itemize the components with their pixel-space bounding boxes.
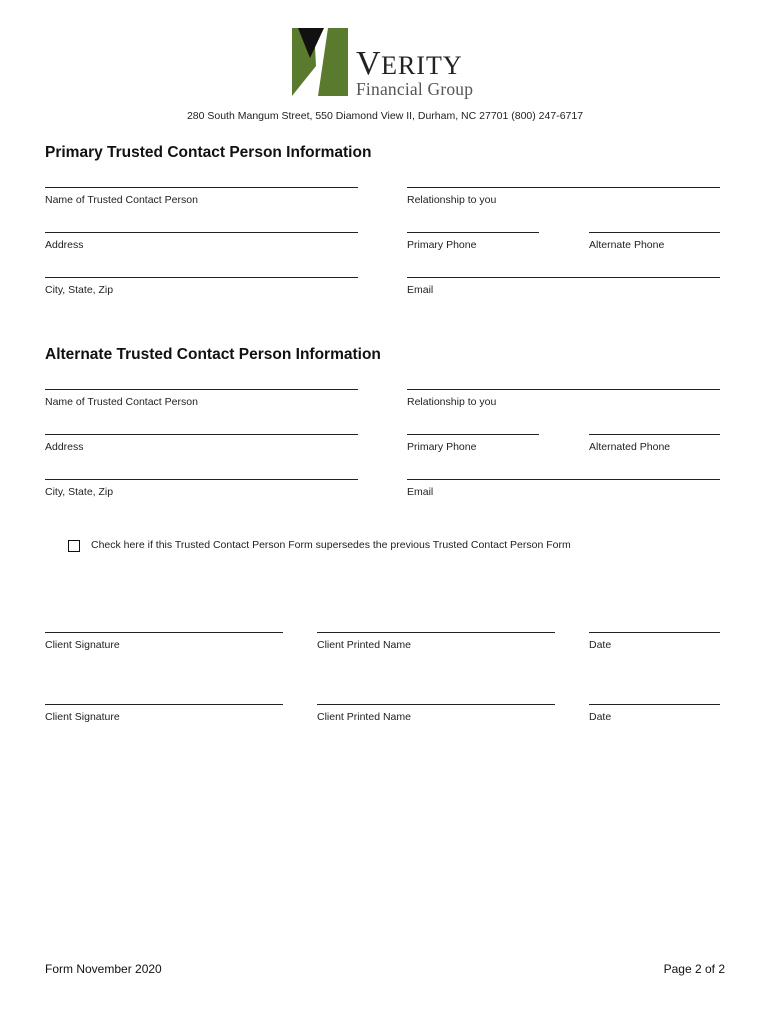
date-label-2: Date xyxy=(589,711,612,723)
company-address: 280 South Mangum Street, 550 Diamond View II, Durham, NC 27701 (800) 247-6717 xyxy=(186,110,584,122)
alternate-address-label: Address xyxy=(45,441,84,453)
alternate-alternate-phone-field[interactable] xyxy=(589,434,720,435)
primary-name-label: Name of Trusted Contact Person xyxy=(45,194,198,206)
supersede-label: Check here if this Trusted Contact Person Form supersedes the previous Trusted Contact Person Form xyxy=(91,539,571,551)
alternate-name-label: Name of Trusted Contact Person xyxy=(45,396,198,408)
client-signature-label: Client Signature xyxy=(45,639,120,651)
primary-email-label: Email xyxy=(407,284,434,296)
client-signature-field-2[interactable] xyxy=(45,704,283,705)
date-field-2[interactable] xyxy=(589,704,720,705)
alternate-section-title: Alternate Trusted Contact Person Information xyxy=(45,346,381,363)
primary-city-field[interactable] xyxy=(45,277,358,278)
primary-email-field[interactable] xyxy=(407,277,720,278)
date-field[interactable] xyxy=(589,632,720,633)
primary-relationship-label: Relationship to you xyxy=(407,194,497,206)
client-printed-name-field[interactable] xyxy=(317,632,555,633)
logo-wordmark xyxy=(356,45,463,83)
client-printed-name-label-2: Client Printed Name xyxy=(317,711,411,723)
alternate-alternate-phone-label: Alternated Phone xyxy=(589,441,671,453)
client-signature-field[interactable] xyxy=(45,632,283,633)
primary-city-label: City, State, Zip xyxy=(45,284,114,296)
logo-initial: V xyxy=(356,45,382,82)
client-signature-label-2: Client Signature xyxy=(45,711,120,723)
client-printed-name-field-2[interactable] xyxy=(317,704,555,705)
alternate-phone-label: Primary Phone xyxy=(407,441,477,453)
supersede-checkbox[interactable] xyxy=(68,540,80,552)
primary-relationship-field[interactable] xyxy=(407,187,720,188)
primary-address-field[interactable] xyxy=(45,232,358,233)
primary-section-title: Primary Trusted Contact Person Information xyxy=(45,144,372,161)
alternate-relationship-label: Relationship to you xyxy=(407,396,497,408)
logo-subtitle: Financial Group xyxy=(356,79,474,99)
alternate-city-label: City, State, Zip xyxy=(45,486,114,498)
alternate-email-field[interactable] xyxy=(407,479,720,480)
primary-phone-field[interactable] xyxy=(407,232,539,233)
logo-word-rest: ERITY xyxy=(381,51,463,80)
alternate-name-field[interactable] xyxy=(45,389,358,390)
primary-name-field[interactable] xyxy=(45,187,358,188)
verity-chevron-icon xyxy=(292,26,348,96)
alternate-phone-field[interactable] xyxy=(407,434,539,435)
form-date: Form November 2020 xyxy=(45,962,162,976)
alternate-address-field[interactable] xyxy=(45,434,358,435)
alternate-email-label: Email xyxy=(407,486,434,498)
primary-alternate-phone-field[interactable] xyxy=(589,232,720,233)
page-number: Page 2 of 2 xyxy=(663,962,725,976)
primary-address-label: Address xyxy=(45,239,84,251)
primary-alternate-phone-label: Alternate Phone xyxy=(589,239,665,251)
client-printed-name-label: Client Printed Name xyxy=(317,639,411,651)
alternate-city-field[interactable] xyxy=(45,479,358,480)
verity-logo xyxy=(292,26,492,102)
alternate-relationship-field[interactable] xyxy=(407,389,720,390)
date-label: Date xyxy=(589,639,612,651)
primary-phone-label: Primary Phone xyxy=(407,239,477,251)
